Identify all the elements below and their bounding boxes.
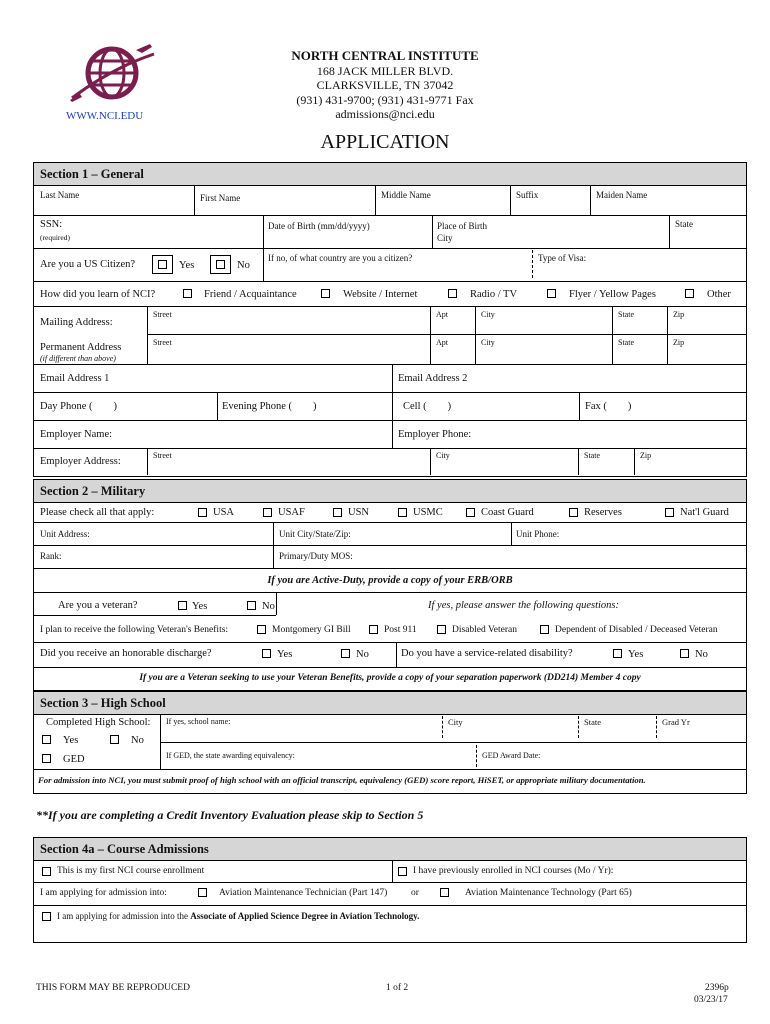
school-name-label: If yes, school name:	[166, 717, 231, 726]
address-line2: CLARKSVILLE, TN 37042	[316, 78, 454, 92]
permanent-address-note: (if different than above)	[40, 354, 116, 363]
learn-question: How did you learn of NCI?	[40, 289, 156, 300]
employer-name-label: Employer Name:	[40, 429, 113, 440]
hs-yes-label: Yes	[63, 735, 79, 746]
school-city-label: City	[448, 717, 463, 727]
prev-enrolled-label: I have previously enrolled in NCI courses (Mo / Yr):	[413, 866, 614, 876]
address-line1: 168 JACK MILLER BLVD.	[316, 64, 454, 78]
veteran-if-yes-note: If yes, please answer the following questions:	[428, 600, 620, 611]
branch-usa-checkbox[interactable]	[198, 508, 207, 517]
employer-street-label: Street	[153, 451, 172, 460]
veteran-no-checkbox[interactable]	[247, 601, 256, 610]
disability-yes-checkbox[interactable]	[613, 649, 622, 658]
section2-header: Section 2 – Military	[34, 480, 746, 503]
first-enrollment-checkbox[interactable]	[42, 867, 51, 876]
amt-part65-label: Aviation Maintenance Technology (Part 65)	[465, 888, 632, 898]
ssn-required: (required)	[40, 233, 70, 242]
branch-reserves-checkbox[interactable]	[569, 508, 578, 517]
branch-usaf-checkbox[interactable]	[263, 508, 272, 517]
permanent-apt-label: Apt	[436, 338, 448, 347]
learn-other-checkbox[interactable]	[685, 289, 694, 298]
footer-page: 1 of 2	[386, 983, 409, 993]
honorable-no-checkbox[interactable]	[341, 649, 350, 658]
aas-degree-checkbox[interactable]	[42, 912, 51, 921]
branch-usn-label: USN	[348, 507, 370, 518]
honorable-question: Did you receive an honorable discharge?	[40, 648, 212, 659]
disability-no-checkbox[interactable]	[680, 649, 689, 658]
branch-usn-checkbox[interactable]	[333, 508, 342, 517]
first-enrollment-label: This is my first NCI course enrollment	[57, 866, 205, 876]
completed-hs-label: Completed High School:	[46, 717, 151, 728]
benefits-label: I plan to receive the following Veteran's Benefits:	[40, 625, 229, 635]
footer-reproduce: THIS FORM MAY BE REPRODUCED	[36, 983, 190, 993]
active-duty-note: If you are Active-Duty, provide a copy of your ERB/ORB	[267, 575, 513, 586]
citizen-yes-label: Yes	[179, 260, 195, 271]
employer-city-label: City	[436, 451, 450, 460]
honorable-yes-checkbox[interactable]	[262, 649, 271, 658]
hs-ged-checkbox[interactable]	[42, 754, 51, 763]
veteran-yes-checkbox[interactable]	[178, 601, 187, 610]
branch-usaf-label: USAF	[278, 507, 305, 518]
logo	[66, 38, 158, 108]
permanent-address-label: Permanent Address	[40, 342, 122, 353]
branch-natl-checkbox[interactable]	[665, 508, 674, 517]
mailing-apt-label: Apt	[436, 310, 448, 319]
hs-proof-note: For admission into NCI, you must submit proof of high school with an official transcript, equivalency (GED) score report, HiSET, or appropriate military documentation.	[38, 775, 646, 785]
suffix-label: Suffix	[516, 190, 539, 200]
benefit-dependent-checkbox[interactable]	[540, 625, 549, 634]
benefit-mgib-checkbox[interactable]	[257, 625, 266, 634]
website-link[interactable]: WWW.NCI.EDU	[66, 110, 144, 122]
learn-flyer-checkbox[interactable]	[547, 289, 556, 298]
email1-label: Email Address 1	[40, 373, 110, 384]
benefit-disabled-checkbox[interactable]	[437, 625, 446, 634]
learn-web-checkbox[interactable]	[321, 289, 330, 298]
amt-part147-checkbox[interactable]	[198, 888, 207, 897]
veteran-dd214-note: If you are a Veteran seeking to use your Veteran Benefits, provide a copy of your separation paperwork (DD214) Member 4 copy	[139, 673, 641, 683]
amt-part65-checkbox[interactable]	[440, 888, 449, 897]
cell-phone-label: Cell ( )	[403, 401, 452, 412]
ged-state-label: If GED, the state awarding equivalency:	[166, 751, 295, 760]
rank-label: Rank:	[40, 551, 62, 561]
fax-label: Fax ( )	[585, 401, 632, 412]
disability-question: Do you have a service-related disability?	[401, 648, 573, 659]
hs-no-label: No	[131, 735, 144, 746]
veteran-yes-label: Yes	[192, 601, 208, 612]
employer-state-label: State	[584, 451, 600, 460]
footer-date: 03/23/17	[694, 995, 728, 1005]
honorable-no-label: No	[356, 649, 369, 660]
permanent-state-label: State	[618, 338, 634, 347]
benefit-post911-label: Post 911	[384, 625, 417, 635]
mailing-city-label: City	[481, 310, 495, 319]
last-name-label: Last Name	[40, 190, 80, 200]
learn-other-label: Other	[707, 289, 731, 300]
middle-name-label: Middle Name	[381, 190, 431, 200]
disability-no-label: No	[695, 649, 708, 660]
learn-radio-checkbox[interactable]	[448, 289, 457, 298]
permanent-street-label: Street	[153, 338, 172, 347]
citizen-yes-checkbox[interactable]	[158, 260, 167, 269]
benefit-mgib-label: Montgomery GI Bill	[272, 625, 351, 635]
maiden-name-label: Maiden Name	[596, 190, 648, 200]
mailing-state-label: State	[618, 310, 634, 319]
ged-date-label: GED Award Date:	[482, 751, 541, 760]
pob-city-label: City	[437, 233, 453, 243]
skip-note: **If you are completing a Credit Inventory Evaluation please skip to Section 5	[36, 808, 424, 822]
learn-friend-label: Friend / Acquaintance	[204, 289, 297, 300]
citizen-no-checkbox[interactable]	[216, 260, 225, 269]
school-state-label: State	[584, 717, 601, 727]
mailing-address-label: Mailing Address:	[40, 317, 113, 328]
aas-degree-label	[57, 911, 419, 921]
page-title: APPLICATION	[320, 131, 450, 153]
phone-line: (931) 431-9700; (931) 431-9771 Fax	[296, 93, 474, 107]
learn-radio-label: Radio / TV	[470, 289, 518, 300]
amt-part147-label: Aviation Maintenance Technician (Part 147)	[219, 888, 388, 898]
citizen-question: Are you a US Citizen?	[40, 259, 136, 270]
permanent-city-label: City	[481, 338, 495, 347]
employer-phone-label: Employer Phone:	[398, 429, 472, 440]
learn-flyer-label: Flyer / Yellow Pages	[569, 289, 656, 300]
branch-reserves-label: Reserves	[584, 507, 622, 518]
branch-natl-label: Nat'l Guard	[680, 507, 729, 518]
org-name: NORTH CENTRAL INSTITUTE	[291, 48, 479, 63]
visa-label: Type of Visa:	[538, 253, 587, 263]
unit-city-label: Unit City/State/Zip:	[279, 529, 351, 539]
employer-address-label: Employer Address:	[40, 456, 121, 467]
section4a-header: Section 4a – Course Admissions	[34, 838, 746, 861]
email-line: admissions@nci.edu	[335, 107, 435, 121]
pob-label: Place of Birth	[437, 221, 487, 231]
footer-form-code: 2396p	[705, 983, 729, 993]
hs-yes-checkbox[interactable]	[42, 735, 51, 744]
branch-usa-label: USA	[213, 507, 235, 518]
hs-no-checkbox[interactable]	[110, 735, 119, 744]
aas-prefix: I am applying for admission into the	[57, 911, 191, 921]
benefit-dependent-label: Dependent of Disabled / Deceased Veteran	[555, 625, 718, 635]
honorable-yes-label: Yes	[277, 649, 293, 660]
branch-cg-checkbox[interactable]	[466, 508, 475, 517]
citizen-no-label: No	[237, 260, 250, 271]
military-check-label: Please check all that apply:	[40, 507, 155, 518]
branch-usmc-checkbox[interactable]	[398, 508, 407, 517]
unit-phone-label: Unit Phone:	[516, 529, 560, 539]
email2-label: Email Address 2	[398, 373, 468, 384]
mailing-zip-label: Zip	[673, 310, 685, 319]
applying-label: I am applying for admission into:	[40, 888, 167, 898]
learn-friend-checkbox[interactable]	[183, 289, 192, 298]
unit-address-label: Unit Address:	[40, 529, 90, 539]
pob-state-label: State	[675, 219, 693, 229]
hs-ged-label: GED	[63, 754, 85, 765]
veteran-no-label: No	[262, 601, 275, 612]
section1-header: Section 1 – General	[34, 163, 746, 186]
citizen-country-label: If no, of what country are you a citizen?	[268, 253, 413, 263]
grad-year-label: Grad Yr	[662, 717, 690, 727]
ssn-label: SSN:	[40, 219, 63, 230]
branch-cg-label: Coast Guard	[481, 507, 534, 518]
benefit-post911-checkbox[interactable]	[369, 625, 378, 634]
disability-yes-label: Yes	[628, 649, 644, 660]
or-label: or	[411, 888, 419, 898]
learn-web-label: Website / Internet	[343, 289, 418, 300]
section1-box	[33, 162, 747, 477]
prev-enrolled-checkbox[interactable]	[398, 867, 407, 876]
day-phone-label: Day Phone ( )	[40, 401, 117, 412]
branch-usmc-label: USMC	[413, 507, 443, 518]
employer-zip-label: Zip	[640, 451, 652, 460]
veteran-question: Are you a veteran?	[58, 600, 138, 611]
aas-degree-name: Associate of Applied Science Degree in Aviation Technology.	[190, 911, 420, 921]
permanent-zip-label: Zip	[673, 338, 685, 347]
evening-phone-label: Evening Phone ( )	[222, 401, 317, 412]
first-name-label: First Name	[200, 193, 241, 203]
benefit-disabled-label: Disabled Veteran	[452, 625, 517, 635]
mos-label: Primary/Duty MOS:	[279, 551, 353, 561]
section3-header: Section 3 – High School	[34, 692, 746, 715]
mailing-street-label: Street	[153, 310, 172, 319]
dob-label: Date of Birth (mm/dd/yyyy)	[268, 221, 370, 231]
